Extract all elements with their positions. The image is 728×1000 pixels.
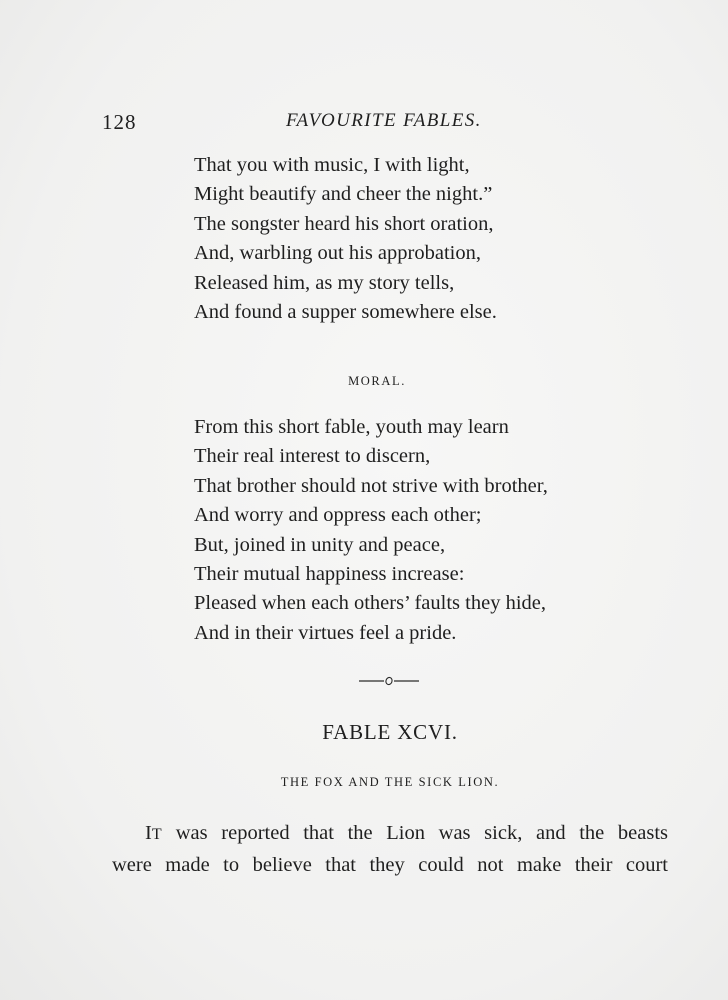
fable-subtitle: THE FOX AND THE SICK LION. — [280, 775, 500, 789]
small-caps-word: T — [151, 826, 163, 843]
section-divider-ornament — [359, 676, 419, 686]
moral-line: That brother should not strive with brother, — [194, 474, 548, 497]
poem-line: And, warbling out his approbation, — [194, 242, 481, 265]
moral-line: From this short fable, youth may learn — [194, 416, 509, 438]
fable-title: FABLE XCVI. — [322, 720, 458, 744]
moral-stanza — [194, 413, 548, 648]
moral-heading: MORAL. — [348, 374, 406, 388]
moral-line: Their real interest to discern, — [194, 445, 431, 468]
moral-line: But, joined in unity and peace, — [194, 533, 446, 556]
drop-initial: I — [145, 822, 152, 844]
page-number: 128 — [102, 110, 137, 134]
moral-line: Pleased when each others’ faults they hide, — [194, 592, 546, 615]
moral-line: And worry and oppress each other; — [194, 504, 482, 527]
poem-line: Might beautify and cheer the night.” — [194, 183, 493, 206]
fable-body — [112, 818, 668, 880]
body-line — [112, 818, 668, 850]
poem-line: Released him, as my story tells, — [194, 271, 455, 294]
body-text: was reported that the Lion was sick, and the beasts — [162, 822, 668, 844]
poem-stanza — [194, 151, 497, 327]
body-line: were made to believe that they could not make their court — [112, 854, 668, 876]
poem-line: And found a supper somewhere else. — [194, 300, 497, 323]
poem-line: The songster heard his short oration, — [194, 212, 494, 235]
moral-line: And in their virtues feel a pride. — [194, 621, 457, 644]
poem-line: That you with music, I with light, — [194, 154, 470, 176]
moral-line: Their mutual happiness increase: — [194, 562, 465, 585]
running-title: FAVOURITE FABLES. — [286, 110, 482, 131]
